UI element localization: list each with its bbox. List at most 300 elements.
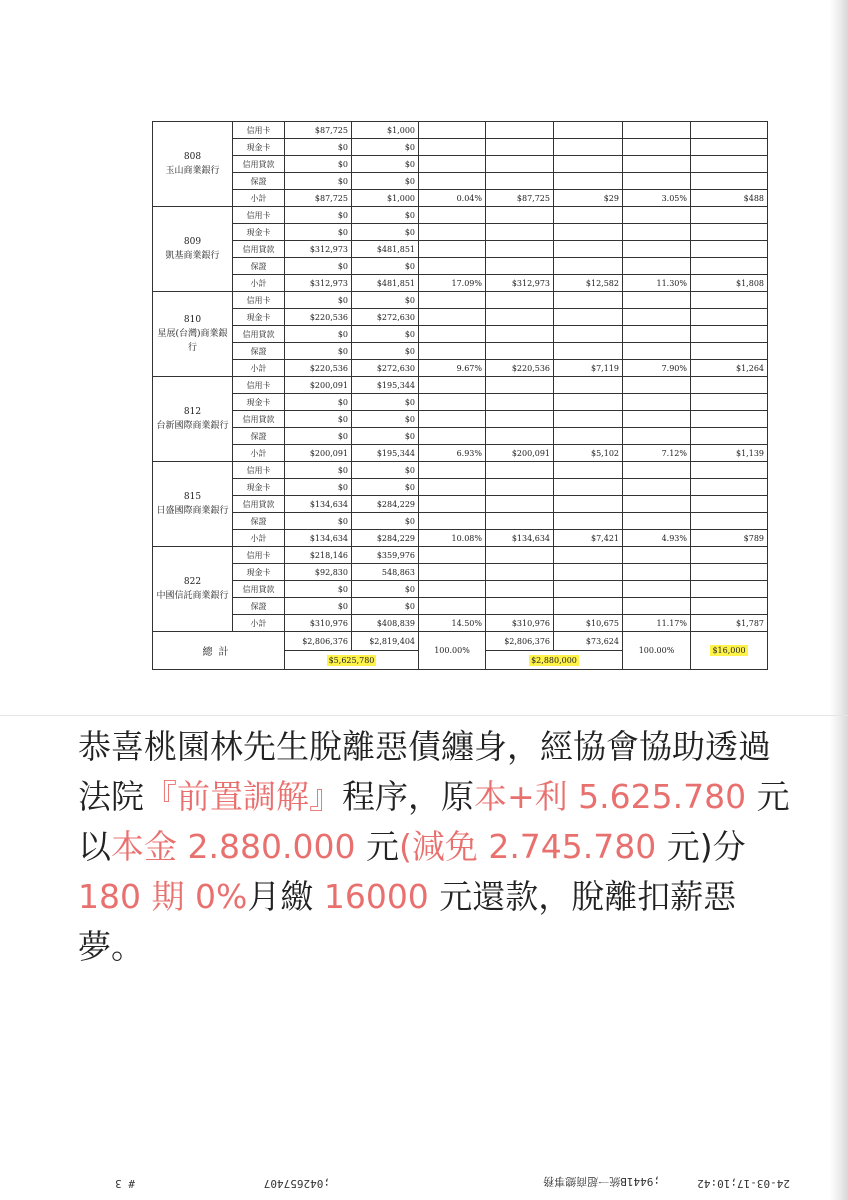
- empty-cell: [623, 292, 691, 309]
- empty-cell: [623, 581, 691, 598]
- principal-cell: $0: [285, 173, 352, 190]
- interest-cell: $0: [352, 292, 419, 309]
- debt-type: 信用卡: [233, 377, 285, 394]
- plan-combined-cell: [486, 651, 623, 670]
- bank-code: 815: [183, 492, 202, 502]
- total-interest: $2,819,404: [352, 632, 419, 651]
- empty-cell: [419, 411, 486, 428]
- empty-cell: [623, 394, 691, 411]
- subtotal-interest: $1,000: [352, 190, 419, 207]
- interest-cell: $1,000: [352, 122, 419, 139]
- empty-cell: [486, 513, 554, 530]
- empty-cell: [691, 207, 768, 224]
- monthly-payment: $488: [691, 190, 768, 207]
- interest-cell: $481,851: [352, 241, 419, 258]
- debt-type: 保證: [233, 598, 285, 615]
- empty-cell: [554, 462, 623, 479]
- principal-cell: $0: [285, 224, 352, 241]
- empty-cell: [554, 326, 623, 343]
- monthly-payment: $1,808: [691, 275, 768, 292]
- plan-amount: $12,582: [554, 275, 623, 292]
- empty-cell: [419, 598, 486, 615]
- empty-cell: [419, 173, 486, 190]
- subtotal-row: [153, 615, 768, 632]
- monthly-ratio: 7.12%: [623, 445, 691, 462]
- empty-cell: [486, 564, 554, 581]
- bank-cell: [153, 122, 233, 207]
- debt-type: 保證: [233, 258, 285, 275]
- total-monthly-ratio: 100.00%: [623, 632, 691, 670]
- monthly-payment: $789: [691, 530, 768, 547]
- plan-principal: $220,536: [486, 360, 554, 377]
- empty-cell: [486, 598, 554, 615]
- monthly-ratio: 11.30%: [623, 275, 691, 292]
- notice-text-3: 程序，原: [342, 777, 474, 816]
- subtotal-interest: $408,839: [352, 615, 419, 632]
- table-row: [153, 241, 768, 258]
- fax-sender: ;9441B統一超商總事務: [543, 1175, 660, 1188]
- empty-cell: [554, 224, 623, 241]
- subtotal-row: [153, 360, 768, 377]
- notice-principal-amount: 本金 2.880.000: [111, 827, 356, 866]
- empty-cell: [554, 581, 623, 598]
- empty-cell: [623, 207, 691, 224]
- empty-cell: [554, 479, 623, 496]
- empty-cell: [486, 581, 554, 598]
- empty-cell: [486, 258, 554, 275]
- empty-cell: [419, 581, 486, 598]
- subtotal-label: 小計: [233, 530, 285, 547]
- interest-cell: $0: [352, 428, 419, 445]
- table-row: [153, 309, 768, 326]
- table-row: [153, 496, 768, 513]
- principal-cell: $0: [285, 513, 352, 530]
- empty-cell: [554, 394, 623, 411]
- table-row: [153, 207, 768, 224]
- table-row: [153, 139, 768, 156]
- empty-cell: [419, 207, 486, 224]
- empty-cell: [623, 122, 691, 139]
- empty-cell: [486, 462, 554, 479]
- debt-type: 信用卡: [233, 547, 285, 564]
- empty-cell: [691, 224, 768, 241]
- table-row: [153, 156, 768, 173]
- empty-cell: [623, 377, 691, 394]
- empty-cell: [486, 411, 554, 428]
- principal-cell: $0: [285, 156, 352, 173]
- plan-principal: $200,091: [486, 445, 554, 462]
- empty-cell: [623, 598, 691, 615]
- bank-name: 日盛國際商業銀行: [156, 506, 229, 516]
- empty-cell: [691, 394, 768, 411]
- debt-ratio: 9.67%: [419, 360, 486, 377]
- bank-name: 星展(台灣)商業銀行: [157, 329, 228, 353]
- empty-cell: [623, 326, 691, 343]
- interest-cell: $272,630: [352, 309, 419, 326]
- notice-text-9: 元)分: [656, 827, 746, 866]
- empty-cell: [486, 479, 554, 496]
- empty-cell: [554, 377, 623, 394]
- fax-page: # 3: [115, 1177, 135, 1190]
- empty-cell: [486, 224, 554, 241]
- debt-ratio: 0.04%: [419, 190, 486, 207]
- empty-cell: [419, 479, 486, 496]
- subtotal-principal: $312,973: [285, 275, 352, 292]
- empty-cell: [691, 428, 768, 445]
- bank-name: 台新國際商業銀行: [156, 421, 229, 431]
- empty-cell: [554, 496, 623, 513]
- debt-type: 信用貸款: [233, 326, 285, 343]
- debt-negotiation-table: [152, 121, 768, 670]
- subtotal-principal: $87,725: [285, 190, 352, 207]
- empty-cell: [486, 122, 554, 139]
- plan-combined: $2,880,000: [531, 655, 577, 665]
- subtotal-label: 小計: [233, 615, 285, 632]
- bank-code: 808: [183, 152, 202, 162]
- bank-code: 809: [183, 237, 202, 247]
- bank-name: 中國信託商業銀行: [156, 591, 229, 601]
- principal-cell: $0: [285, 598, 352, 615]
- empty-cell: [623, 496, 691, 513]
- empty-cell: [419, 292, 486, 309]
- empty-cell: [554, 292, 623, 309]
- empty-cell: [486, 156, 554, 173]
- monthly-ratio: 3.05%: [623, 190, 691, 207]
- empty-cell: [691, 122, 768, 139]
- empty-cell: [554, 411, 623, 428]
- empty-cell: [623, 156, 691, 173]
- fax-timestamp: 24-03-17;10:42: [697, 1177, 790, 1190]
- empty-cell: [419, 139, 486, 156]
- table-row: [153, 411, 768, 428]
- empty-cell: [554, 241, 623, 258]
- empty-cell: [554, 207, 623, 224]
- total-row: [153, 632, 768, 651]
- monthly-payment: $1,264: [691, 360, 768, 377]
- empty-cell: [419, 156, 486, 173]
- plan-amount: $10,675: [554, 615, 623, 632]
- debt-type: 信用卡: [233, 462, 285, 479]
- plan-principal: $134,634: [486, 530, 554, 547]
- debt-type: 保證: [233, 343, 285, 360]
- scan-edge-shadow: [830, 0, 848, 1200]
- table-row: [153, 122, 768, 139]
- principal-cell: $0: [285, 462, 352, 479]
- table-row: [153, 547, 768, 564]
- interest-cell: $359,976: [352, 547, 419, 564]
- empty-cell: [554, 547, 623, 564]
- bank-cell: [153, 462, 233, 547]
- subtotal-row: [153, 190, 768, 207]
- subtotal-principal: $220,536: [285, 360, 352, 377]
- empty-cell: [486, 241, 554, 258]
- empty-cell: [486, 394, 554, 411]
- principal-cell: $0: [285, 258, 352, 275]
- debt-type: 保證: [233, 428, 285, 445]
- empty-cell: [691, 513, 768, 530]
- total-plan-principal: $2,806,376: [486, 632, 554, 651]
- empty-cell: [419, 309, 486, 326]
- empty-cell: [623, 139, 691, 156]
- subtotal-label: 小計: [233, 445, 285, 462]
- principal-cell: $312,973: [285, 241, 352, 258]
- empty-cell: [419, 513, 486, 530]
- table-row: [153, 479, 768, 496]
- empty-cell: [486, 547, 554, 564]
- subtotal-row: [153, 530, 768, 547]
- debt-type: 保證: [233, 513, 285, 530]
- empty-cell: [554, 343, 623, 360]
- empty-cell: [419, 394, 486, 411]
- total-combined: $5,625,780: [328, 655, 375, 665]
- empty-cell: [623, 258, 691, 275]
- debt-ratio: 14.50%: [419, 615, 486, 632]
- empty-cell: [486, 139, 554, 156]
- total-monthly-payment: $16,000: [712, 646, 746, 655]
- bank-name: 凱基商業銀行: [165, 251, 220, 261]
- empty-cell: [486, 326, 554, 343]
- subtotal-principal: $134,634: [285, 530, 352, 547]
- fax-header-line: [60, 1172, 790, 1190]
- monthly-payment: $1,787: [691, 615, 768, 632]
- principal-cell: $200,091: [285, 377, 352, 394]
- subtotal-interest: $481,851: [352, 275, 419, 292]
- notice-text-5: 元以: [78, 777, 790, 866]
- total-ratio: 100.00%: [419, 632, 486, 670]
- debt-type: 現金卡: [233, 309, 285, 326]
- debt-type: 信用貸款: [233, 496, 285, 513]
- subtotal-label: 小計: [233, 275, 285, 292]
- plan-amount: $29: [554, 190, 623, 207]
- empty-cell: [623, 343, 691, 360]
- empty-cell: [554, 309, 623, 326]
- empty-cell: [419, 377, 486, 394]
- page-fold-line: [0, 715, 848, 716]
- empty-cell: [623, 309, 691, 326]
- interest-cell: $0: [352, 394, 419, 411]
- total-combined-cell: [285, 651, 419, 670]
- subtotal-row: [153, 445, 768, 462]
- bank-cell: [153, 292, 233, 377]
- empty-cell: [691, 496, 768, 513]
- debt-ratio: 10.08%: [419, 530, 486, 547]
- empty-cell: [419, 428, 486, 445]
- interest-cell: $0: [352, 462, 419, 479]
- empty-cell: [623, 411, 691, 428]
- principal-cell: $0: [285, 326, 352, 343]
- empty-cell: [691, 598, 768, 615]
- table-row: [153, 224, 768, 241]
- empty-cell: [554, 156, 623, 173]
- debt-type: 現金卡: [233, 394, 285, 411]
- notice-reduction-amount: (減免 2.745.780: [398, 827, 657, 866]
- plan-principal: $312,973: [486, 275, 554, 292]
- empty-cell: [419, 326, 486, 343]
- subtotal-interest: $272,630: [352, 360, 419, 377]
- interest-cell: $0: [352, 479, 419, 496]
- empty-cell: [486, 309, 554, 326]
- table-row: [153, 258, 768, 275]
- monthly-ratio: 11.17%: [623, 615, 691, 632]
- notice-text-7: 元: [355, 827, 399, 866]
- principal-cell: $0: [285, 207, 352, 224]
- bank-cell: [153, 377, 233, 462]
- debt-type: 信用貸款: [233, 411, 285, 428]
- empty-cell: [419, 224, 486, 241]
- total-monthly-payment-cell: [691, 632, 768, 670]
- table-row: [153, 394, 768, 411]
- debt-type: 信用貸款: [233, 581, 285, 598]
- empty-cell: [419, 241, 486, 258]
- principal-cell: $0: [285, 411, 352, 428]
- principal-cell: $134,634: [285, 496, 352, 513]
- empty-cell: [623, 428, 691, 445]
- plan-amount: $5,102: [554, 445, 623, 462]
- plan-principal: $87,725: [486, 190, 554, 207]
- empty-cell: [486, 173, 554, 190]
- empty-cell: [623, 547, 691, 564]
- plan-amount: $7,119: [554, 360, 623, 377]
- debt-type: 現金卡: [233, 479, 285, 496]
- empty-cell: [554, 564, 623, 581]
- notice-text-1: 恭喜桃園林先生脫離惡債纏身，經協會協助透過法院: [78, 727, 771, 816]
- empty-cell: [691, 377, 768, 394]
- principal-cell: $218,146: [285, 547, 352, 564]
- empty-cell: [691, 156, 768, 173]
- interest-cell: $0: [352, 207, 419, 224]
- empty-cell: [419, 496, 486, 513]
- empty-cell: [691, 309, 768, 326]
- empty-cell: [419, 258, 486, 275]
- table-row: [153, 598, 768, 615]
- empty-cell: [623, 224, 691, 241]
- empty-cell: [623, 564, 691, 581]
- notice-original-amount: 本+利 5.625.780: [474, 777, 747, 816]
- empty-cell: [691, 173, 768, 190]
- empty-cell: [691, 326, 768, 343]
- interest-cell: 548,863: [352, 564, 419, 581]
- principal-cell: $0: [285, 428, 352, 445]
- interest-cell: $0: [352, 326, 419, 343]
- notice-installments: 180 期 0%: [78, 877, 248, 916]
- empty-cell: [554, 139, 623, 156]
- bank-code: 812: [183, 407, 202, 417]
- empty-cell: [623, 479, 691, 496]
- empty-cell: [691, 479, 768, 496]
- subtotal-principal: $310,976: [285, 615, 352, 632]
- principal-cell: $220,536: [285, 309, 352, 326]
- empty-cell: [419, 564, 486, 581]
- interest-cell: $0: [352, 258, 419, 275]
- table-row: [153, 173, 768, 190]
- subtotal-label: 小計: [233, 190, 285, 207]
- empty-cell: [691, 581, 768, 598]
- table-row: [153, 292, 768, 309]
- empty-cell: [623, 173, 691, 190]
- plan-principal: $310,976: [486, 615, 554, 632]
- total-principal: $2,806,376: [285, 632, 352, 651]
- subtotal-row: [153, 275, 768, 292]
- table-row: [153, 428, 768, 445]
- subtotal-principal: $200,091: [285, 445, 352, 462]
- bank-cell: [153, 207, 233, 292]
- table-row: [153, 343, 768, 360]
- empty-cell: [419, 122, 486, 139]
- success-notice: [78, 722, 798, 972]
- subtotal-label: 小計: [233, 360, 285, 377]
- interest-cell: $195,344: [352, 377, 419, 394]
- empty-cell: [486, 377, 554, 394]
- principal-cell: $0: [285, 292, 352, 309]
- debt-ratio: 6.93%: [419, 445, 486, 462]
- bank-code: 810: [183, 315, 202, 325]
- subtotal-interest: $195,344: [352, 445, 419, 462]
- empty-cell: [691, 547, 768, 564]
- empty-cell: [486, 496, 554, 513]
- empty-cell: [691, 241, 768, 258]
- empty-cell: [554, 428, 623, 445]
- subtotal-interest: $284,229: [352, 530, 419, 547]
- monthly-payment: $1,139: [691, 445, 768, 462]
- empty-cell: [554, 173, 623, 190]
- empty-cell: [691, 292, 768, 309]
- empty-cell: [419, 343, 486, 360]
- debt-type: 保證: [233, 173, 285, 190]
- debt-type: 信用卡: [233, 207, 285, 224]
- table-row: [153, 564, 768, 581]
- empty-cell: [554, 122, 623, 139]
- fax-number: ;042657407: [263, 1177, 330, 1190]
- debt-type: 信用卡: [233, 292, 285, 309]
- principal-cell: $0: [285, 343, 352, 360]
- bank-name: 玉山商業銀行: [165, 166, 220, 176]
- debt-type: 信用貸款: [233, 156, 285, 173]
- monthly-ratio: 7.90%: [623, 360, 691, 377]
- interest-cell: $0: [352, 156, 419, 173]
- empty-cell: [691, 343, 768, 360]
- empty-cell: [691, 258, 768, 275]
- debt-type: 現金卡: [233, 564, 285, 581]
- empty-cell: [419, 547, 486, 564]
- table-row: [153, 513, 768, 530]
- interest-cell: $0: [352, 581, 419, 598]
- total-label: 總計: [153, 632, 285, 670]
- table-row: [153, 581, 768, 598]
- empty-cell: [691, 411, 768, 428]
- table-row: [153, 462, 768, 479]
- notice-monthly-amount: 16000: [323, 877, 429, 916]
- principal-cell: $0: [285, 479, 352, 496]
- empty-cell: [691, 462, 768, 479]
- monthly-ratio: 4.93%: [623, 530, 691, 547]
- empty-cell: [691, 564, 768, 581]
- debt-type: 現金卡: [233, 139, 285, 156]
- empty-cell: [486, 292, 554, 309]
- empty-cell: [486, 207, 554, 224]
- interest-cell: $0: [352, 139, 419, 156]
- empty-cell: [623, 513, 691, 530]
- principal-cell: $0: [285, 139, 352, 156]
- debt-type: 信用貸款: [233, 241, 285, 258]
- empty-cell: [691, 139, 768, 156]
- empty-cell: [554, 598, 623, 615]
- table-row: [153, 377, 768, 394]
- empty-cell: [623, 241, 691, 258]
- principal-cell: $87,725: [285, 122, 352, 139]
- interest-cell: $0: [352, 343, 419, 360]
- empty-cell: [486, 343, 554, 360]
- principal-cell: $0: [285, 394, 352, 411]
